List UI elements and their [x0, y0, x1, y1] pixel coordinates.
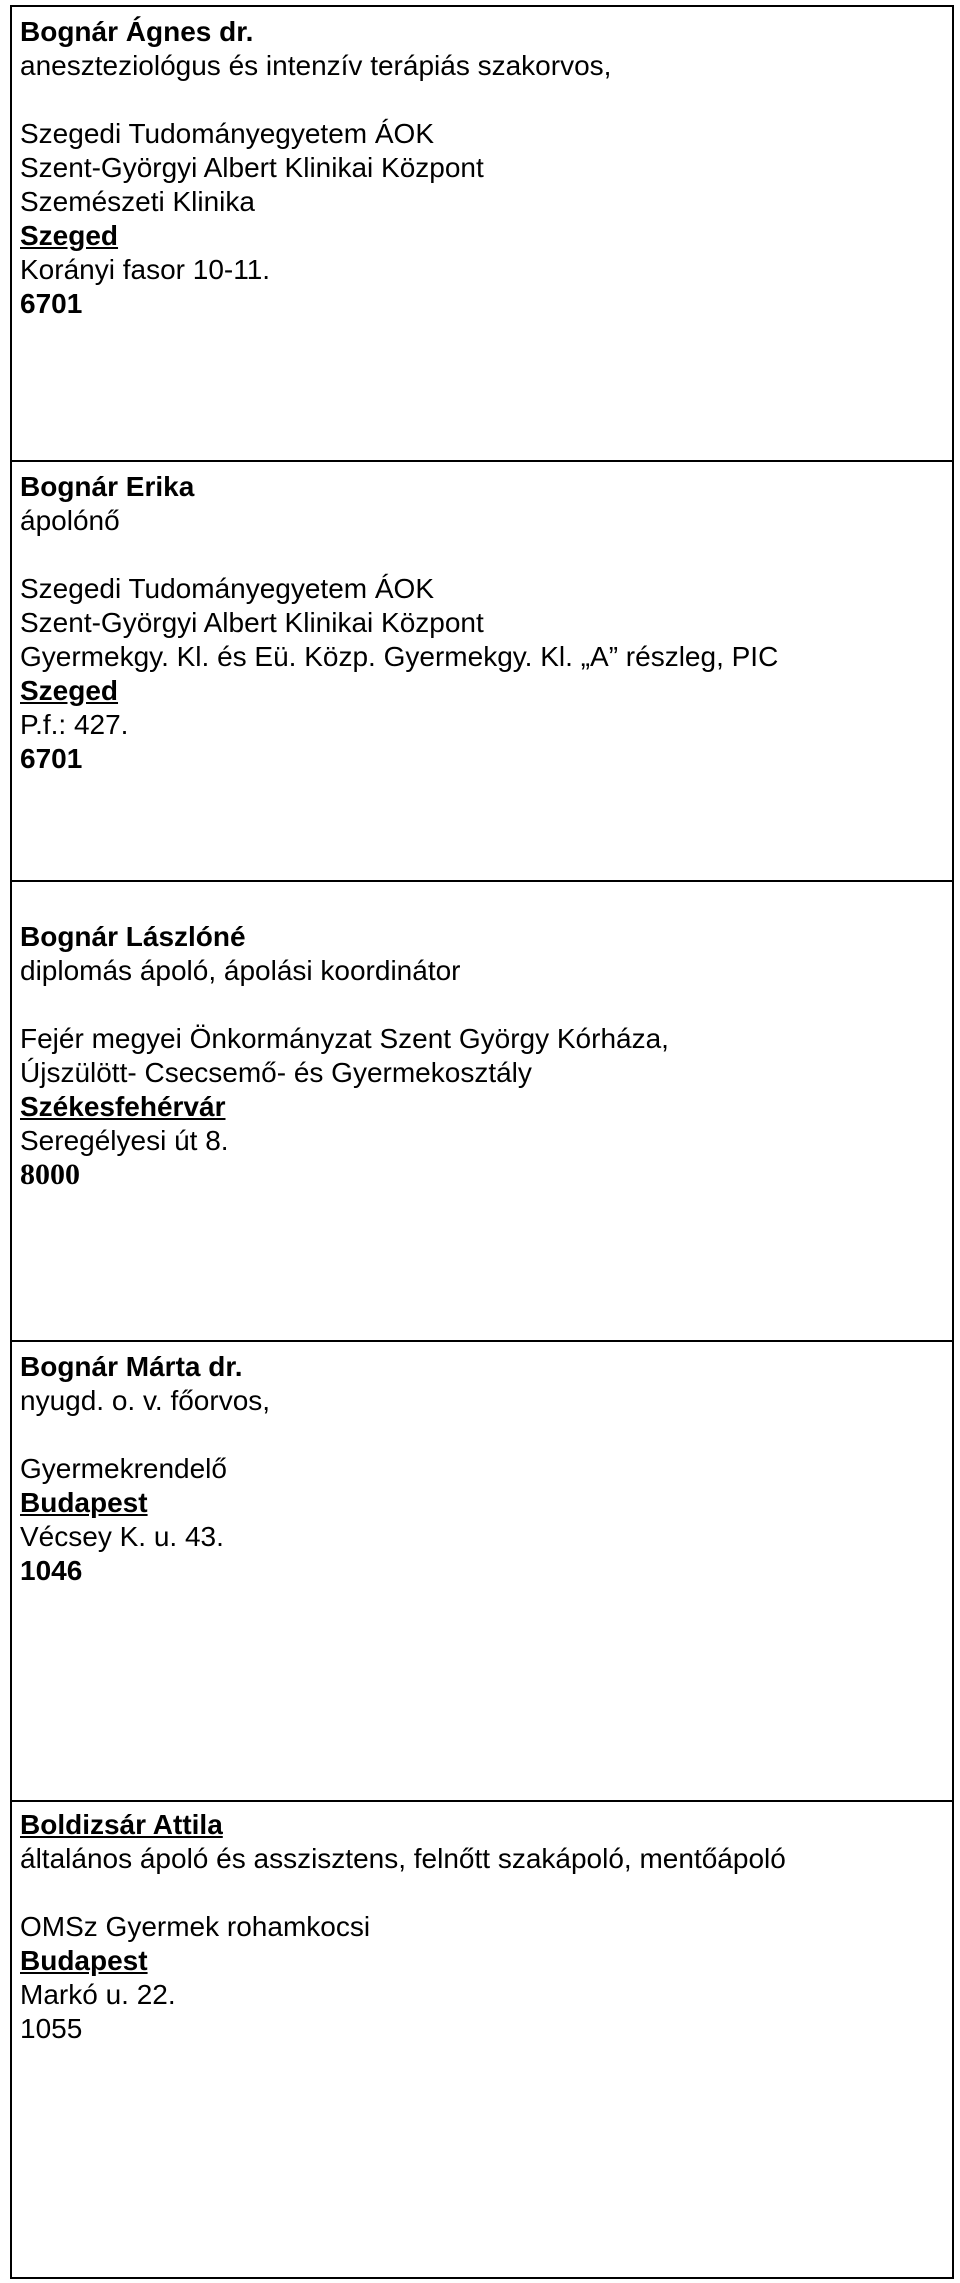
entry-institution-line: Szent-Györgyi Albert Klinikai Központ — [20, 607, 484, 638]
entry-name: Boldizsár Attila — [20, 1809, 223, 1840]
entry-city: Szeged — [20, 220, 119, 251]
entry-address: Markó u. 22. — [20, 1979, 176, 2010]
entry-address: Korányi fasor 10-11. — [20, 254, 271, 285]
entry-zip: 1055 — [20, 2013, 83, 2044]
entry-address: Seregélyesi út 8. — [20, 1125, 229, 1156]
entry-institution-line: Szemészeti Klinika — [20, 186, 255, 217]
entry-institution-line: Szegedi Tudományegyetem ÁOK — [20, 573, 435, 604]
entry-name: Bognár Márta dr. — [20, 1351, 243, 1382]
entry-zip: 1046 — [20, 1555, 83, 1586]
entry-city: Budapest — [20, 1487, 148, 1518]
entry-city: Budapest — [20, 1945, 148, 1976]
entry-city: Szeged — [20, 675, 119, 706]
entry-institution-line: OMSz Gyermek rohamkocsi — [20, 1911, 371, 1942]
directory-entry — [12, 1342, 952, 1802]
entry-address: Vécsey K. u. 43. — [20, 1521, 224, 1552]
entry-institution-line: Újszülött- Csecsemő- és Gyermekosztály — [20, 1057, 532, 1088]
entry-address: P.f.: 427. — [20, 709, 129, 740]
directory-entry — [12, 462, 952, 882]
entry-name: Bognár Ágnes dr. — [20, 16, 254, 47]
directory-entry — [12, 1802, 952, 2277]
entry-institution-line: Szegedi Tudományegyetem ÁOK — [20, 118, 435, 149]
entry-name: Bognár Erika — [20, 471, 195, 502]
entry-institution-line: Gyermekrendelő — [20, 1453, 227, 1484]
entry-institution-line: Gyermekgy. Kl. és Eü. Közp. Gyermekgy. Kl. „A” részleg, PIC — [20, 641, 779, 672]
entry-title: aneszteziológus és intenzív terápiás szakorvos, — [20, 50, 612, 81]
entry-zip: 6701 — [20, 743, 83, 774]
entry-zip: 8000 — [20, 1158, 80, 1191]
entry-title: diplomás ápoló, ápolási koordinátor — [20, 955, 461, 986]
directory-table — [10, 5, 954, 2279]
entry-title: általános ápoló és asszisztens, felnőtt szakápoló, mentőápoló — [20, 1843, 786, 1874]
entry-title: ápolónő — [20, 505, 120, 536]
entry-institution-line: Fejér megyei Önkormányzat Szent György Kórháza, — [20, 1023, 669, 1054]
entry-institution-line: Szent-Györgyi Albert Klinikai Központ — [20, 152, 484, 183]
entry-name: Bognár Lászlóné — [20, 921, 246, 952]
entry-title: nyugd. o. v. főorvos, — [20, 1385, 271, 1416]
directory-entry — [12, 7, 952, 462]
entry-city: Székesfehérvár — [20, 1091, 226, 1122]
directory-entry — [12, 882, 952, 1342]
entry-zip: 6701 — [20, 288, 83, 319]
